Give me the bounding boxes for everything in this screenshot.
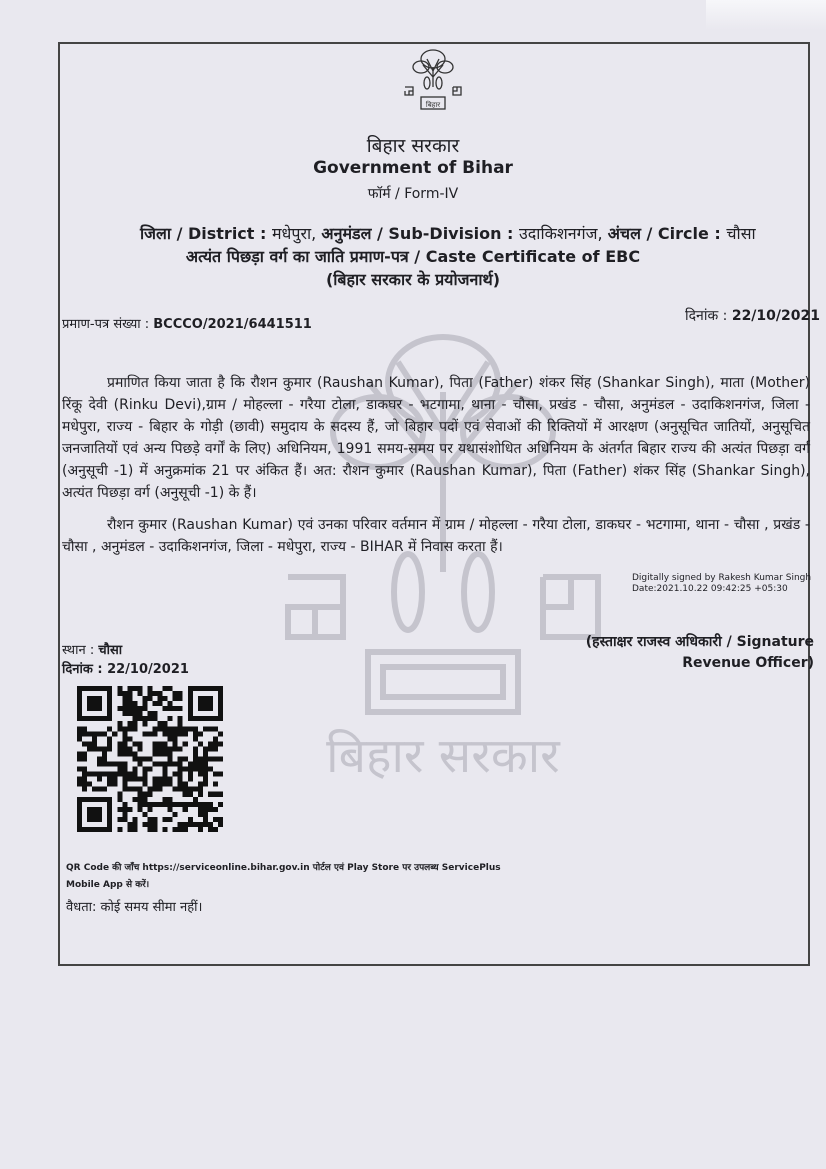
para2-text: रौशन कुमार (Raushan Kumar) एवं उनका परिवार वर्तमान में ग्राम / मोहल्ला - गरैया टोला, डाकघर - भटगामा, थाना - चौसा , प्रखंड - चौसा , अनुमंडल - उदाकिशनगंज, जिला - मधेपुरा, राज्य - BIHAR में निवास करता हैं।	[62, 517, 810, 555]
signature-block	[586, 632, 814, 674]
bihar-emblem-icon	[399, 47, 467, 113]
govt-hindi-title: बिहार सरकार	[366, 135, 460, 157]
qr-code-icon[interactable]	[77, 686, 223, 832]
svg-text:बिहार सरकार: बिहार सरकार	[326, 728, 560, 782]
certificate-purpose: (बिहार सरकार के प्रयोजनार्थ)	[325, 270, 501, 289]
digital-signature-line1: Digitally signed by Rakesh Kumar Singh	[632, 573, 812, 583]
place-label: स्थान :	[62, 643, 99, 658]
place-value: चौसा	[98, 643, 123, 658]
signature-line2: Revenue Officer)	[682, 655, 814, 671]
location-line	[140, 222, 756, 244]
certificate-number	[62, 314, 312, 332]
digital-signature	[632, 573, 811, 595]
certificate-title: अत्यंत पिछड़ा वर्ग का जाति प्रमाण-पत्र / Caste Certificate of EBC	[185, 247, 641, 266]
svg-text:बिहार: बिहार	[425, 101, 441, 109]
issue-date-value: 22/10/2021	[731, 308, 820, 324]
govt-english-title: Government of Bihar	[313, 158, 513, 178]
circle-label: अंचल / Circle :	[607, 224, 727, 243]
qr-note-line2: Mobile App से करें।	[66, 880, 150, 890]
qr-note	[66, 860, 501, 894]
digital-signature-line2: Date:2021.10.22 09:42:25 +05:30	[632, 584, 788, 594]
subdivision-value: उदाकिशनगंज,	[519, 224, 608, 243]
place	[62, 640, 122, 658]
subdivision-label: अनुमंडल / Sub-Division :	[321, 224, 520, 243]
issue-date-label: दिनांक :	[685, 308, 732, 324]
certificate-body-para2	[62, 514, 810, 558]
signature-line1: (हस्ताक्षर राजस्व अधिकारी / Signature	[585, 634, 814, 650]
certificate-number-label: प्रमाण-पत्र संख्या :	[62, 317, 154, 332]
district-label: जिला / District :	[140, 224, 272, 243]
qr-note-line1: QR Code की जाँच https://serviceonline.bihar.gov.in पोर्टल एवं Play Store पर उपलब्ध ServicePlus	[66, 863, 501, 873]
form-number: फॉर्म / Form-IV	[367, 186, 459, 202]
district-value: मधेपुरा,	[271, 224, 322, 243]
circle-value: चौसा	[726, 224, 756, 243]
issue-date	[685, 306, 820, 325]
validity-note: वैधता: कोई समय सीमा नहीं।	[66, 900, 203, 915]
para1-text: प्रमाणित किया जाता है कि रौशन कुमार (Raushan Kumar), पिता (Father) शंकर सिंह (Shankar Singh), माता (Mother) रिंकू देवी (Rinku Devi),ग्राम / मोहल्ला - गरैया टोला, डाकघर - भटगामा, थाना - चौसा, प्रखंड - चौसा, अनुमंडल - उदाकिशनगंज, जिला - मधेपुरा, राज्य - बिहार के गोड़ी (छावी) समुदाय के सदस्य हैं, जो बिहार पदों एवं सेवाओं की रिक्तियों में आरक्षण (अनुसूचित जातियों, अनुसूचित जनजातियों एवं अन्य पिछड़े वर्गों के लिए) अधिनियम, 1991 समय-समय पर यथासंशोधित अधिनियम के अंतर्गत बिहार राज्य की अत्यंत पिछड़ा वर्ग (अनुसूची -1) में अनुक्रमांक 21 पर अंकित हैं। अत: रौशन कुमार (Raushan Kumar), पिता (Father) शंकर सिंह (Shankar Singh), अत्यंत पिछड़ा वर्ग (अनुसूची -1) के हैं।	[62, 375, 810, 501]
folded-corner	[706, 0, 826, 30]
certificate-number-value: BCCCO/2021/6441511	[153, 317, 312, 332]
certificate-body-para1	[62, 372, 810, 504]
bottom-date: दिनांक : 22/10/2021	[62, 662, 189, 677]
